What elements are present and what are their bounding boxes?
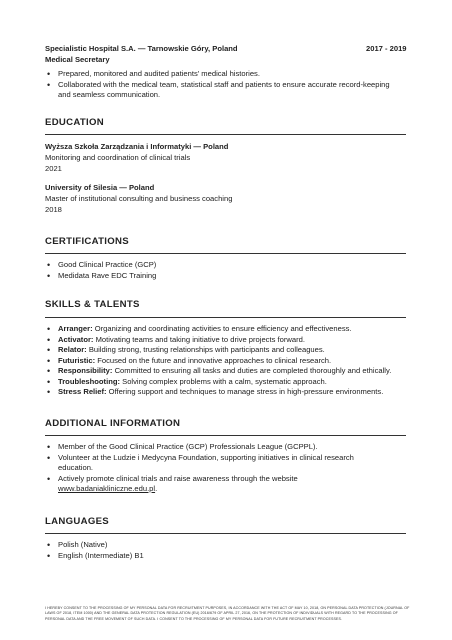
list-item: • Futuristic: Focused on the future and innovative approaches to clinical research.: [47, 355, 332, 366]
list-item: • Medidata Rave EDC Training: [47, 270, 157, 281]
list-item: • English (Intermediate) B1: [47, 550, 144, 561]
skills-list: [45, 324, 415, 398]
data-consent-clause: I HEREBY CONSENT TO THE PROCESSING OF MY PERSONAL DATA FOR RECRUITMENT PURPOSES, IN ACCORDANCE WITH THE ACT OF MAY 10, 2018, ON PERSONAL DATA PROTECTION (JOURNAL OF LAWS OF 2018, ITEM 1000) AND THE GENERAL DATA PROTECTION REGULATION (EU) 2016/679 OF APRIL 27, 2016, ON THE PROTECTION OF INDIVIDUALS WITH REGARD TO THE PROCESSING OF PERSONAL DATA AND THE FREE MOVEMENT OF SUCH DATA. I CONSENT TO THE PROCESSING OF MY PERSONAL DATA FOR FUTURE RECRUITMENT PROCESSES.: [45, 606, 410, 621]
employment-dates: 2017 - 2019: [366, 44, 407, 53]
education-year: 2021: [45, 164, 62, 173]
list-item: • Activator: Motivating teams and taking initiative to drive projects forward.: [47, 334, 305, 345]
bullet-icon: •: [47, 387, 51, 397]
additional-heading: ADDITIONAL INFORMATION: [45, 418, 181, 429]
job-role: Medical Secretary: [45, 55, 110, 64]
bullet-icon: •: [47, 452, 51, 463]
certifications-heading: CERTIFICATIONS: [45, 236, 129, 247]
section-divider: [45, 134, 406, 135]
additional-list: [45, 442, 390, 495]
bullet-icon: •: [47, 376, 51, 387]
bullet-icon: •: [47, 345, 51, 355]
bullet-icon: •: [47, 334, 51, 345]
bullet-icon: •: [47, 442, 51, 452]
bullet-icon: •: [47, 473, 51, 484]
bullet-icon: •: [47, 79, 51, 90]
bullet-icon: •: [47, 550, 51, 561]
section-divider: [45, 317, 406, 318]
list-item: • Arranger: Organizing and coordinating activities to ensure efficiency and effectiveness.: [47, 324, 352, 334]
website-link[interactable]: www.badaniakliniczne.edu.pl: [58, 484, 156, 493]
education-program: Monitoring and coordination of clinical trials: [45, 153, 191, 162]
employer-line: Specialistic Hospital S.A. — Tarnowskie Góry, Poland: [45, 44, 238, 53]
list-item: • Good Clinical Practice (GCP): [47, 260, 157, 270]
list-item: • Collaborated with the medical team, statistical staff and patients to ensure accurate record-keeping and seamless communication.: [47, 79, 390, 99]
certifications-list: [45, 260, 390, 281]
list-item: • Actively promote clinical trials and raise awareness through the website www.badaniakliniczne.edu.pl.: [47, 473, 298, 493]
list-item: • Stress Relief: Offering support and techniques to manage stress in high-pressure environments.: [47, 387, 384, 397]
list-item: • Volunteer at the Ludzie i Medycyna Foundation, supporting initiatives in clinical research education.: [47, 452, 354, 472]
list-item: • Responsibility: Committed to ensuring all tasks and duties are completed thoroughly and ethically.: [47, 366, 392, 376]
section-divider: [45, 533, 406, 534]
bullet-icon: •: [47, 270, 51, 281]
list-item: • Member of the Good Clinical Practice (GCP) Professionals League (GCPPL).: [47, 442, 318, 452]
section-divider: [45, 253, 406, 254]
list-item: • Polish (Native): [47, 540, 108, 550]
bullet-icon: •: [47, 260, 51, 270]
education-program: Master of institutional consulting and business coaching: [45, 194, 233, 203]
list-item: • Troubleshooting: Solving complex problems with a calm, systematic approach.: [47, 376, 327, 387]
bullet-icon: •: [47, 69, 51, 79]
list-item: • Prepared, monitored and audited patients' medical histories.: [47, 69, 260, 79]
bullet-icon: •: [47, 324, 51, 334]
section-divider: [45, 435, 406, 436]
bullet-icon: •: [47, 366, 51, 376]
education-school: Wyższa Szkoła Zarządzania i Informatyki — Poland: [45, 142, 229, 151]
education-heading: EDUCATION: [45, 117, 105, 128]
education-year: 2018: [45, 205, 62, 214]
languages-heading: LANGUAGES: [45, 516, 109, 527]
languages-list: [45, 540, 390, 561]
list-item: • Relator: Building strong, trusting relationships with participants and colleagues.: [47, 345, 325, 355]
experience-bullets: [45, 69, 390, 101]
bullet-icon: •: [47, 540, 51, 550]
education-school: University of Silesia — Poland: [45, 183, 155, 192]
bullet-icon: •: [47, 355, 51, 366]
skills-heading: SKILLS & TALENTS: [45, 299, 140, 310]
